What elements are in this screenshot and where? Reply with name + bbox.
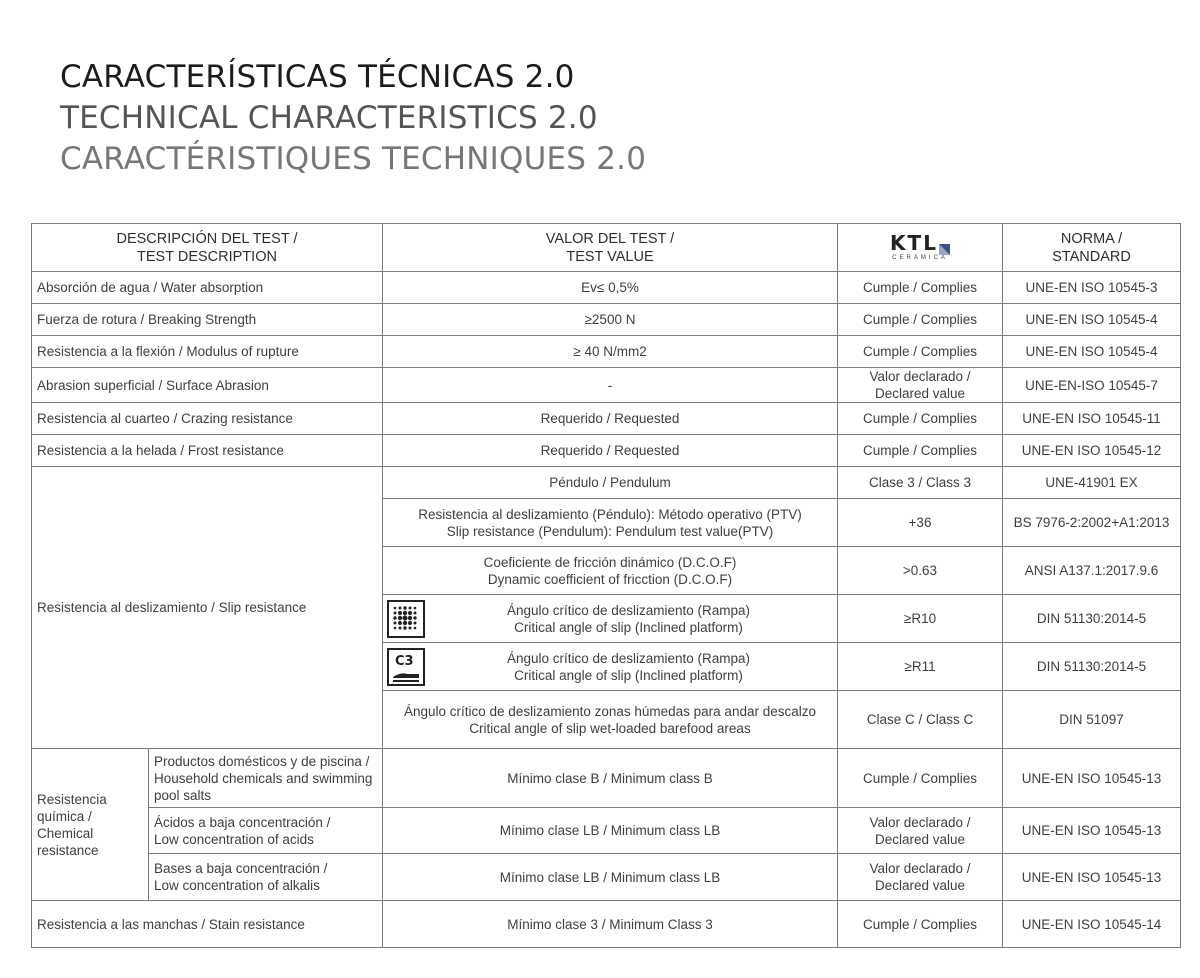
- row-test-value: Ángulo crítico de deslizamiento (Rampa) Critical angle of slip (Inclined platform): [383, 595, 838, 643]
- row-ktl-result: Valor declarado / Declared value: [838, 808, 1003, 854]
- table-row: [32, 749, 1181, 808]
- chemical-subcategory: Bases a baja concentración / Low concentration of alkalis: [149, 854, 383, 901]
- row-standard: UNE-EN ISO 10545-4: [1003, 336, 1181, 368]
- table-row: [32, 901, 1181, 948]
- chemical-subcategory: Productos domésticos y de piscina / Household chemicals and swimming pool salts: [149, 749, 383, 808]
- title-french: CARACTÉRISTIQUES TECHNIQUES 2.0: [60, 141, 647, 177]
- row-ktl-result: Valor declarado / Declared value: [838, 854, 1003, 901]
- row-description: Absorción de agua / Water absorption: [32, 272, 383, 304]
- logo-square-icon: [939, 238, 950, 249]
- row-ktl-result: Cumple / Complies: [838, 749, 1003, 808]
- row-standard: UNE-EN ISO 10545-14: [1003, 901, 1181, 948]
- technical-characteristics-table: [31, 223, 1181, 948]
- slip-resistance-description: Resistencia al deslizamiento / Slip resistance: [32, 467, 383, 749]
- row-test-value: Mínimo clase B / Minimum class B: [383, 749, 838, 808]
- row-ktl-result: Cumple / Complies: [838, 403, 1003, 435]
- table-row: [32, 854, 1181, 901]
- row-description: Resistencia a las manchas / Stain resistance: [32, 901, 383, 948]
- row-standard: UNE-EN ISO 10545-12: [1003, 435, 1181, 467]
- row-ktl-result: Cumple / Complies: [838, 435, 1003, 467]
- row-ktl-result: Cumple / Complies: [838, 304, 1003, 336]
- table-row: [32, 272, 1181, 304]
- row-ktl-result: Cumple / Complies: [838, 901, 1003, 948]
- row-test-value: Mínimo clase LB / Minimum class LB: [383, 854, 838, 901]
- header-standard: NORMA / STANDARD: [1003, 224, 1181, 272]
- row-standard: UNE-EN ISO 10545-3: [1003, 272, 1181, 304]
- c3-shoe-icon: [387, 648, 425, 686]
- grip-dots-icon: [387, 600, 425, 638]
- row-standard: UNE-EN-ISO 10545-7: [1003, 368, 1181, 403]
- row-standard: UNE-EN ISO 10545-11: [1003, 403, 1181, 435]
- ktl-ceramica-logo: KTL CERAMICA: [843, 233, 997, 262]
- table-header-row: [32, 224, 1181, 272]
- row-description: Resistencia al cuarteo / Crazing resistance: [32, 403, 383, 435]
- title-spanish: CARACTERÍSTICAS TÉCNICAS 2.0: [60, 59, 575, 95]
- row-standard: UNE-41901 EX: [1003, 467, 1181, 499]
- row-test-value: C3 Ángulo crítico de deslizamiento (Rampa) Critical angle of slip (Inclined platform): [383, 643, 838, 691]
- row-standard: DIN 51097: [1003, 691, 1181, 749]
- c3-label: C3: [395, 653, 414, 669]
- table-row: [32, 808, 1181, 854]
- title-english: TECHNICAL CHARACTERISTICS 2.0: [60, 100, 598, 136]
- row-ktl-result: Cumple / Complies: [838, 272, 1003, 304]
- chemical-subcategory: Ácidos a baja concentración / Low concentration of acids: [149, 808, 383, 854]
- row-test-value: Requerido / Requested: [383, 435, 838, 467]
- row-standard: ANSI A137.1:2017.9.6: [1003, 547, 1181, 595]
- row-test-value: Ángulo crítico de deslizamiento zonas húmedas para andar descalzo Critical angle of slip wet-loaded barefood areas: [383, 691, 838, 749]
- row-standard: BS 7976-2:2002+A1:2013: [1003, 499, 1181, 547]
- row-ktl-result: Clase C / Class C: [838, 691, 1003, 749]
- row-standard: UNE-EN ISO 10545-4: [1003, 304, 1181, 336]
- row-test-value: Péndulo / Pendulum: [383, 467, 838, 499]
- row-standard: DIN 51130:2014-5: [1003, 595, 1181, 643]
- row-ktl-result: Valor declarado / Declared value: [838, 368, 1003, 403]
- row-ktl-result: Cumple / Complies: [838, 336, 1003, 368]
- row-test-value: Ev≤ 0,5%: [383, 272, 838, 304]
- row-standard: DIN 51130:2014-5: [1003, 643, 1181, 691]
- row-ktl-result: Clase 3 / Class 3: [838, 467, 1003, 499]
- header-test-value: VALOR DEL TEST / TEST VALUE: [383, 224, 838, 272]
- table-row: [32, 368, 1181, 403]
- row-description: Fuerza de rotura / Breaking Strength: [32, 304, 383, 336]
- row-ktl-result: >0.63: [838, 547, 1003, 595]
- row-test-value: Mínimo clase LB / Minimum class LB: [383, 808, 838, 854]
- row-standard: UNE-EN ISO 10545-13: [1003, 808, 1181, 854]
- header-ktl-logo: [838, 224, 1003, 272]
- row-standard: UNE-EN ISO 10545-13: [1003, 749, 1181, 808]
- table-row: [32, 304, 1181, 336]
- table-row: [32, 403, 1181, 435]
- page-titles: [60, 57, 646, 180]
- row-test-value: Requerido / Requested: [383, 403, 838, 435]
- row-test-value: -: [383, 368, 838, 403]
- row-test-value: ≥2500 N: [383, 304, 838, 336]
- row-standard: UNE-EN ISO 10545-13: [1003, 854, 1181, 901]
- row-description: Resistencia a la flexión / Modulus of rupture: [32, 336, 383, 368]
- row-ktl-result: ≥R10: [838, 595, 1003, 643]
- row-ktl-result: ≥R11: [838, 643, 1003, 691]
- row-description: Abrasion superficial / Surface Abrasion: [32, 368, 383, 403]
- table-row: [32, 467, 1181, 499]
- row-description: Resistencia a la helada / Frost resistance: [32, 435, 383, 467]
- row-test-value: Mínimo clase 3 / Minimum Class 3: [383, 901, 838, 948]
- row-ktl-result: +36: [838, 499, 1003, 547]
- header-description: DESCRIPCIÓN DEL TEST / TEST DESCRIPTION: [32, 224, 383, 272]
- row-test-value: ≥ 40 N/mm2: [383, 336, 838, 368]
- row-test-value: Coeficiente de fricción dinámico (D.C.O.F) Dynamic coefficient of fricction (D.C.O.F): [383, 547, 838, 595]
- table-row: [32, 336, 1181, 368]
- table-row: [32, 435, 1181, 467]
- chemical-resistance-description: Resistencia química / Chemical resistance: [32, 749, 149, 901]
- row-test-value: Resistencia al deslizamiento (Péndulo): Método operativo (PTV) Slip resistance (Pendulum): Pendulum test value(PTV): [383, 499, 838, 547]
